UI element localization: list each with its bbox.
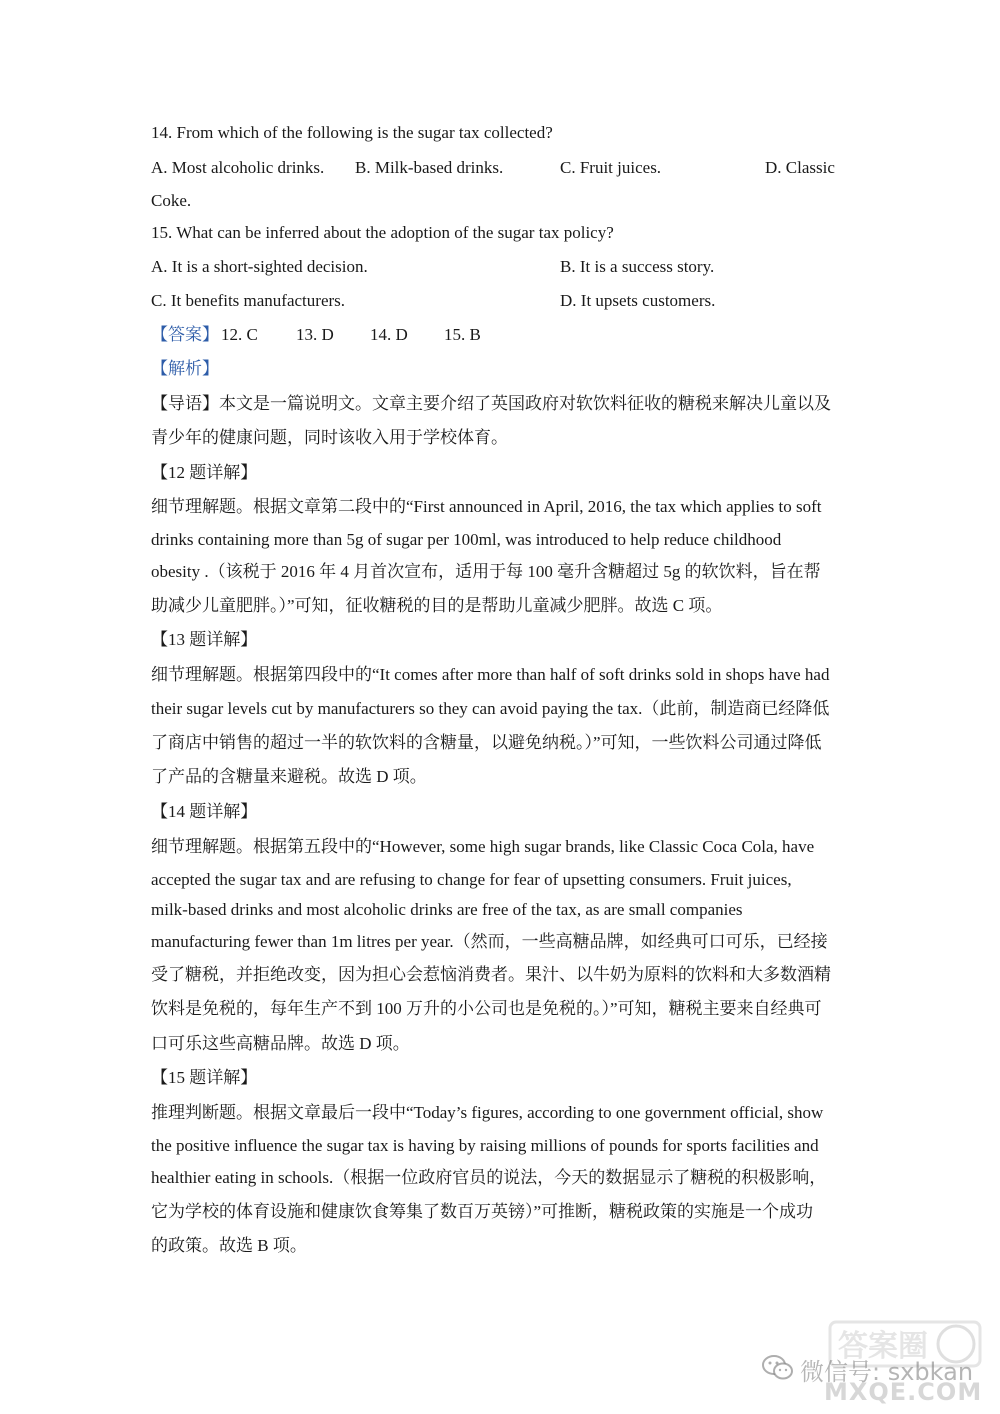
wechat-icon <box>762 1354 794 1382</box>
q15-option-a: A. It is a short-sighted decision. <box>151 257 368 276</box>
detail-13-line: 了商店中销售的超过一半的软饮料的含糖量，以避免纳税。）”可知，一些饮料公司通过降低 <box>151 733 822 752</box>
detail-15-line: 它为学校的体育设施和健康饮食筹集了数百万英镑）”可推断，糖税政策的实施是一个成功 <box>151 1202 814 1221</box>
detail-15-line: 的政策。故选 B 项。 <box>151 1236 307 1255</box>
detail-14-line: 饮料是免税的，每年生产不到 100 万升的小公司也是免税的。）”可知，糖税主要来自经典可 <box>151 999 822 1018</box>
intro-line: 青少年的健康问题，同时该收入用于学校体育。 <box>151 428 508 447</box>
svg-text:答案圈: 答案圈 <box>838 1329 928 1364</box>
q14-option-a: A. Most alcoholic drinks. <box>151 158 325 177</box>
detail-15-line: the positive influence the sugar tax is having by raising millions of pounds for sports facilities and <box>151 1136 819 1155</box>
detail-14-line: milk-based drinks and most alcoholic drinks are free of the tax, as are small companies <box>151 900 743 919</box>
detail-14-line: 受了糖税，并拒绝改变，因为担心会惹恼消费者。果汁、以牛奶为原料的饮料和大多数酒精 <box>151 965 831 984</box>
detail-12-line: drinks containing more than 5g of sugar per 100ml, was introduced to help reduce childhood <box>151 530 782 549</box>
q14-option-b: B. Milk-based drinks. <box>355 158 504 177</box>
answer-item: 12. C <box>221 325 258 344</box>
watermark-wechat-id: 微信号: sxbkan <box>800 1358 974 1386</box>
answer-label: 【答案】 <box>151 325 219 344</box>
detail-13-line: their sugar levels cut by manufacturers so they can avoid paying the tax.（此前，制造商已经降低 <box>151 699 830 718</box>
detail-14-line: accepted the sugar tax and are refusing to change for fear of upsetting consumers. Fruit juices, <box>151 870 792 889</box>
q14-option-d-continued: Coke. <box>151 191 192 210</box>
detail-14-title: 【14 题详解】 <box>151 802 258 821</box>
intro-line: 【导语】本文是一篇说明文。文章主要介绍了英国政府对软饮料征收的糖税来解决儿童以及 <box>151 394 831 413</box>
q15-stem: 15. What can be inferred about the adoption of the sugar tax policy? <box>151 223 614 242</box>
q14-option-c: C. Fruit juices. <box>560 158 662 177</box>
answer-item: 13. D <box>296 325 334 344</box>
analysis-label: 【解析】 <box>151 359 219 378</box>
detail-15-line: 推理判断题。根据文章最后一段中“Today’s figures, according to one government official, show <box>151 1103 824 1122</box>
answer-item: 14. D <box>370 325 408 344</box>
answer-item: 15. B <box>444 325 481 344</box>
detail-15-line: healthier eating in schools.（根据一位政府官员的说法，今天的数据显示了糖税的积极影响， <box>151 1168 827 1187</box>
detail-12-line: obesity .（该税于 2016 年 4 月首次宣布，适用于每 100 毫升含糖超过 5g 的软饮料，旨在帮 <box>151 562 821 581</box>
detail-13-line: 细节理解题。根据第四段中的“It comes after more than half of soft drinks sold in shops have had <box>151 665 830 684</box>
detail-13-title: 【13 题详解】 <box>151 630 258 649</box>
detail-12-line: 助减少儿童肥胖。）”可知，征收糖税的目的是帮助儿童减少肥胖。故选 C 项。 <box>151 596 723 615</box>
q15-option-d: D. It upsets customers. <box>560 291 716 310</box>
q15-option-b: B. It is a success story. <box>560 257 715 276</box>
q15-option-c: C. It benefits manufacturers. <box>151 291 346 310</box>
q14-stem: 14. From which of the following is the sugar tax collected? <box>151 123 553 142</box>
q14-option-d: D. Classic <box>765 158 835 177</box>
detail-14-line: manufacturing fewer than 1m litres per year.（然而，一些高糖品牌，如经典可口可乐，已经接 <box>151 932 828 951</box>
detail-15-title: 【15 题详解】 <box>151 1068 258 1087</box>
detail-13-line: 了产品的含糖量来避税。故选 D 项。 <box>151 767 427 786</box>
detail-12-line: 细节理解题。根据文章第二段中的“First announced in April, 2016, the tax which applies to soft <box>151 497 822 516</box>
detail-12-title: 【12 题详解】 <box>151 463 258 482</box>
detail-14-line: 口可乐这些高糖品牌。故选 D 项。 <box>151 1034 410 1053</box>
detail-14-line: 细节理解题。根据第五段中的“However, some high sugar brands, like Classic Coca Cola, have <box>151 837 815 856</box>
watermark-site: MXQE.COM <box>824 1378 983 1406</box>
